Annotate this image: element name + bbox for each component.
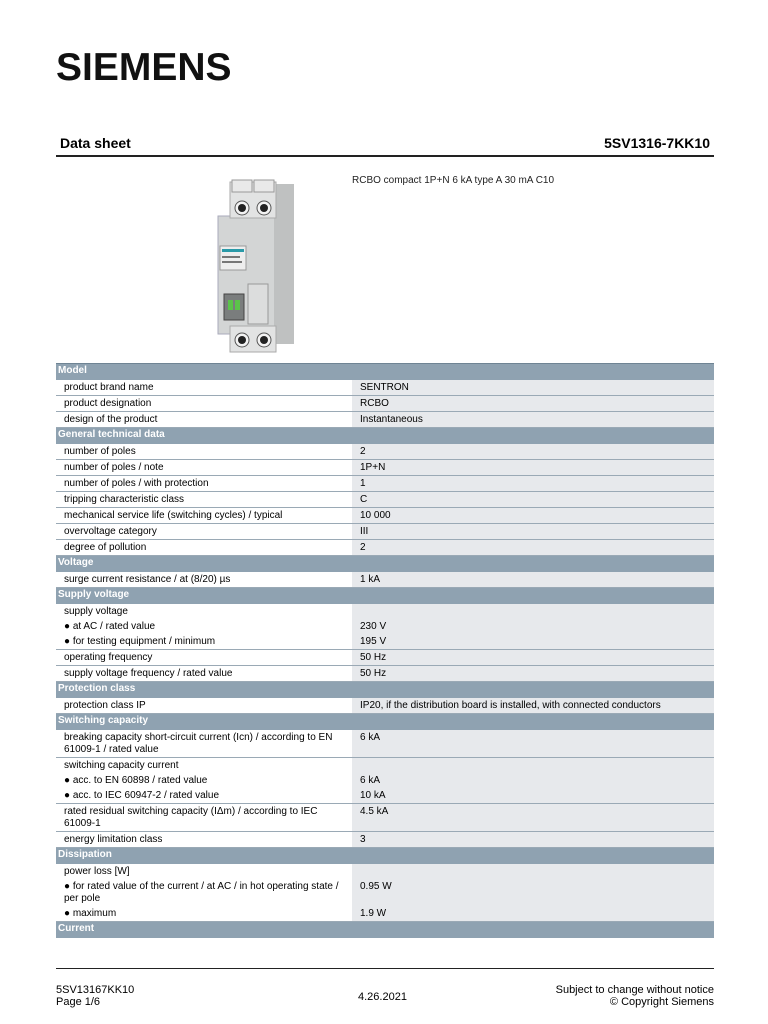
section-header [56, 428, 714, 445]
spec-value: III [352, 524, 714, 540]
spec-value [352, 604, 714, 619]
spec-key: ● at AC / rated value [56, 619, 352, 634]
product-code: 5SV1316-7KK10 [604, 135, 710, 151]
spec-key: power loss [W] [56, 864, 352, 879]
footer-notice: Subject to change without notice [555, 984, 714, 996]
spec-value: 1 kA [352, 572, 714, 588]
spec-value: RCBO [352, 396, 714, 412]
spec-key: ● acc. to IEC 60947-2 / rated value [56, 788, 352, 804]
spec-key: protection class IP [56, 698, 352, 714]
spec-key: ● maximum [56, 906, 352, 922]
footer-copyright: © Copyright Siemens [609, 996, 714, 1008]
spec-value: 10 kA [352, 788, 714, 804]
spec-key: supply voltage [56, 604, 352, 619]
footer-date: 4.26.2021 [358, 991, 407, 1003]
product-description: RCBO compact 1P+N 6 kA type A 30 mA C10 [352, 175, 555, 186]
spec-value: 1P+N [352, 460, 714, 476]
spec-value: 50 Hz [352, 650, 714, 666]
footer-code: 5SV13167KK10 [56, 984, 135, 996]
spec-key: overvoltage category [56, 524, 352, 540]
spec-key: switching capacity current [56, 758, 352, 774]
spec-row [56, 832, 714, 848]
spec-value: 3 [352, 832, 714, 848]
spec-key: surge current resistance / at (8/20) µs [56, 572, 352, 588]
section-title: Voltage [56, 556, 714, 573]
footer-page: Page 1/6 [56, 996, 101, 1008]
spec-key: degree of pollution [56, 540, 352, 556]
spec-row [56, 524, 714, 540]
spec-row [56, 460, 714, 476]
section-title: Model [56, 364, 714, 381]
spec-key: number of poles / with protection [56, 476, 352, 492]
datasheet-title: Data sheet [60, 135, 131, 151]
spec-row [56, 412, 714, 428]
spec-value: 2 [352, 540, 714, 556]
section-header [56, 556, 714, 573]
siemens-logo: SIEMENS [56, 46, 232, 89]
spec-row [56, 634, 714, 650]
spec-row [56, 492, 714, 508]
section-title: Protection class [56, 682, 714, 699]
spec-key: product designation [56, 396, 352, 412]
spec-value: 6 kA [352, 730, 714, 758]
spec-row [56, 698, 714, 714]
spec-value: IP20, if the distribution board is installed, with connected conductors [352, 698, 714, 714]
spec-key: product brand name [56, 380, 352, 396]
page-footer [56, 968, 714, 1008]
spec-row [56, 380, 714, 396]
spec-row [56, 758, 714, 774]
spec-row [56, 476, 714, 492]
spec-value: 50 Hz [352, 666, 714, 682]
spec-value: 1 [352, 476, 714, 492]
spec-row [56, 666, 714, 682]
spec-row [56, 773, 714, 788]
spec-row [56, 396, 714, 412]
spec-row [56, 650, 714, 666]
datasheet-header [56, 133, 714, 157]
spec-row [56, 804, 714, 832]
section-header [56, 714, 714, 731]
spec-value: 230 V [352, 619, 714, 634]
spec-value [352, 758, 714, 774]
product-image [214, 176, 298, 354]
spec-key: ● for rated value of the current / at AC / in hot operating state / per pole [56, 879, 352, 906]
spec-row [56, 730, 714, 758]
section-header [56, 364, 714, 381]
spec-value: 195 V [352, 634, 714, 650]
section-title: Switching capacity [56, 714, 714, 731]
spec-value: C [352, 492, 714, 508]
section-title: General technical data [56, 428, 714, 445]
section-header [56, 588, 714, 605]
spec-key: operating frequency [56, 650, 352, 666]
spec-value: 4.5 kA [352, 804, 714, 832]
section-title: Dissipation [56, 848, 714, 865]
spec-value: SENTRON [352, 380, 714, 396]
spec-value: 2 [352, 444, 714, 460]
spec-value [352, 864, 714, 879]
spec-key: ● acc. to EN 60898 / rated value [56, 773, 352, 788]
spec-key: number of poles / note [56, 460, 352, 476]
spec-value: 10 000 [352, 508, 714, 524]
spec-row [56, 906, 714, 922]
spec-value: 6 kA [352, 773, 714, 788]
section-title: Current [56, 922, 714, 939]
spec-row [56, 788, 714, 804]
spec-key: ● for testing equipment / minimum [56, 634, 352, 650]
section-header [56, 922, 714, 939]
spec-key: design of the product [56, 412, 352, 428]
spec-value: 1.9 W [352, 906, 714, 922]
section-header [56, 848, 714, 865]
spec-row [56, 508, 714, 524]
spec-key: rated residual switching capacity (IΔm) / according to IEC 61009-1 [56, 804, 352, 832]
spec-table [56, 363, 714, 938]
spec-value: Instantaneous [352, 412, 714, 428]
section-header [56, 682, 714, 699]
spec-row [56, 879, 714, 906]
spec-key: number of poles [56, 444, 352, 460]
spec-row [56, 444, 714, 460]
spec-row [56, 572, 714, 588]
spec-key: supply voltage frequency / rated value [56, 666, 352, 682]
spec-value: 0.95 W [352, 879, 714, 906]
spec-key: breaking capacity short-circuit current (Icn) / according to EN 61009-1 / rated value [56, 730, 352, 758]
section-title: Supply voltage [56, 588, 714, 605]
spec-key: mechanical service life (switching cycles) / typical [56, 508, 352, 524]
spec-row [56, 619, 714, 634]
spec-row [56, 864, 714, 879]
spec-key: tripping characteristic class [56, 492, 352, 508]
spec-key: energy limitation class [56, 832, 352, 848]
spec-row [56, 540, 714, 556]
spec-row [56, 604, 714, 619]
